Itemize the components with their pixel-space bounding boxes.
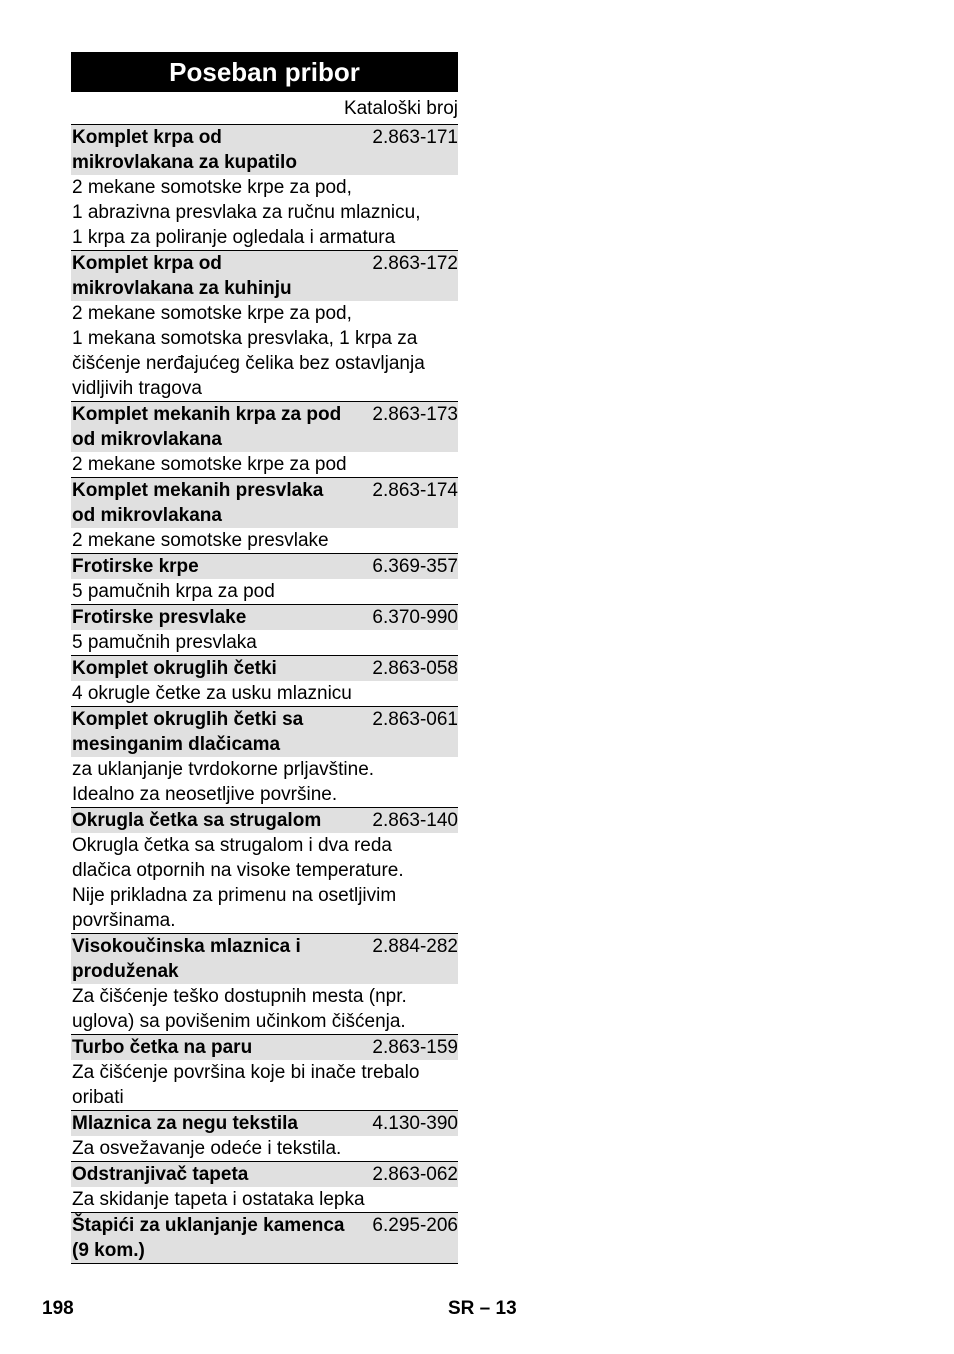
catalog-number-header: Kataloški broj	[71, 92, 458, 125]
item-header	[71, 1162, 458, 1187]
section-title: Poseban pribor	[71, 52, 458, 92]
list-item	[71, 707, 458, 808]
item-header	[71, 1111, 458, 1136]
item-name: Visokoučinska mlaznica i produženak	[72, 936, 301, 982]
item-catalog-number: 6.369-357	[372, 556, 458, 577]
item-header	[71, 402, 458, 452]
list-item	[71, 554, 458, 605]
item-catalog-number: 2.863-061	[372, 709, 458, 730]
list-item	[71, 251, 458, 402]
section-label: SR – 13	[448, 1298, 517, 1319]
item-catalog-number: 2.863-174	[372, 480, 458, 501]
item-name: Okrugla četka sa strugalom	[72, 810, 322, 831]
list-item	[71, 1162, 458, 1213]
item-name: Turbo četka na paru	[72, 1037, 253, 1058]
list-item	[71, 1111, 458, 1162]
item-header	[71, 707, 458, 757]
item-catalog-number: 2.863-058	[372, 658, 458, 679]
list-item	[71, 808, 458, 934]
item-catalog-number: 2.863-140	[372, 810, 458, 831]
page-number: 198	[42, 1298, 74, 1319]
item-description: 2 mekane somotske krpe za pod, 1 abrazivna presvlaka za ručnu mlaznicu, 1 krpa za poliranje ogledala i armatura	[71, 175, 458, 251]
list-item	[71, 656, 458, 707]
item-name: Mlaznica za negu tekstila	[72, 1113, 298, 1134]
item-header	[71, 478, 458, 528]
item-header	[71, 251, 458, 301]
item-name: Komplet okruglih četki	[72, 658, 277, 679]
item-catalog-number: 4.130-390	[372, 1113, 458, 1134]
item-header	[71, 808, 458, 833]
item-name: Komplet okruglih četki sa mesinganim dlačicama	[72, 709, 304, 755]
item-name: Komplet krpa od mikrovlakana za kupatilo	[72, 127, 297, 173]
list-item	[71, 402, 458, 478]
list-item	[71, 1213, 458, 1264]
item-name: Komplet mekanih presvlaka od mikrovlakana	[72, 480, 324, 526]
item-header	[71, 125, 458, 175]
item-header	[71, 656, 458, 681]
item-catalog-number: 2.863-173	[372, 404, 458, 425]
item-description: 4 okrugle četke za usku mlaznicu	[71, 681, 458, 707]
list-item	[71, 125, 458, 251]
item-header	[71, 554, 458, 579]
item-description	[71, 1263, 458, 1264]
item-catalog-number: 2.884-282	[372, 936, 458, 957]
list-item	[71, 605, 458, 656]
list-item	[71, 478, 458, 554]
item-name: Komplet krpa od mikrovlakana za kuhinju	[72, 253, 292, 299]
list-item	[71, 1035, 458, 1111]
item-header	[71, 605, 458, 630]
item-description: 2 mekane somotske presvlake	[71, 528, 458, 554]
item-catalog-number: 2.863-062	[372, 1164, 458, 1185]
item-header	[71, 934, 458, 984]
item-name: Odstranjivač tapeta	[72, 1164, 249, 1185]
item-name: Frotirske presvlake	[72, 607, 247, 628]
item-name: Štapići za uklanjanje kamenca (9 kom.)	[72, 1215, 345, 1261]
item-description: 2 mekane somotske krpe za pod	[71, 452, 458, 478]
item-description: 2 mekane somotske krpe za pod, 1 mekana somotska presvlaka, 1 krpa za čišćenje nerđajućeg čelika bez ostavljanja vidljivih tragova	[71, 301, 458, 402]
accessories-list	[71, 125, 458, 1264]
item-header	[71, 1035, 458, 1060]
item-description: Za osvežavanje odeće i tekstila.	[71, 1136, 458, 1162]
item-name: Frotirske krpe	[72, 556, 199, 577]
item-catalog-number: 2.863-172	[372, 253, 458, 274]
item-catalog-number: 6.370-990	[372, 607, 458, 628]
item-description: Za čišćenje površina koje bi inače trebalo oribati	[71, 1060, 458, 1111]
accessories-column	[71, 52, 458, 1264]
item-description: za uklanjanje tvrdokorne prljavštine. Idealno za neosetljive površine.	[71, 757, 458, 808]
item-description: 5 pamučnih krpa za pod	[71, 579, 458, 605]
item-description: Za skidanje tapeta i ostataka lepka	[71, 1187, 458, 1213]
item-description: Okrugla četka sa strugalom i dva reda dlačica otpornih na visoke temperature. Nije prikladna za primenu na osetljivim površinama.	[71, 833, 458, 934]
list-item	[71, 934, 458, 1035]
item-catalog-number: 2.863-159	[372, 1037, 458, 1058]
item-description: Za čišćenje teško dostupnih mesta (npr. uglova) sa povišenim učinkom čišćenja.	[71, 984, 458, 1035]
item-header	[71, 1213, 458, 1263]
item-catalog-number: 6.295-206	[372, 1215, 458, 1236]
item-description: 5 pamučnih presvlaka	[71, 630, 458, 656]
item-name: Komplet mekanih krpa za pod od mikrovlakana	[72, 404, 342, 450]
item-catalog-number: 2.863-171	[372, 127, 458, 148]
